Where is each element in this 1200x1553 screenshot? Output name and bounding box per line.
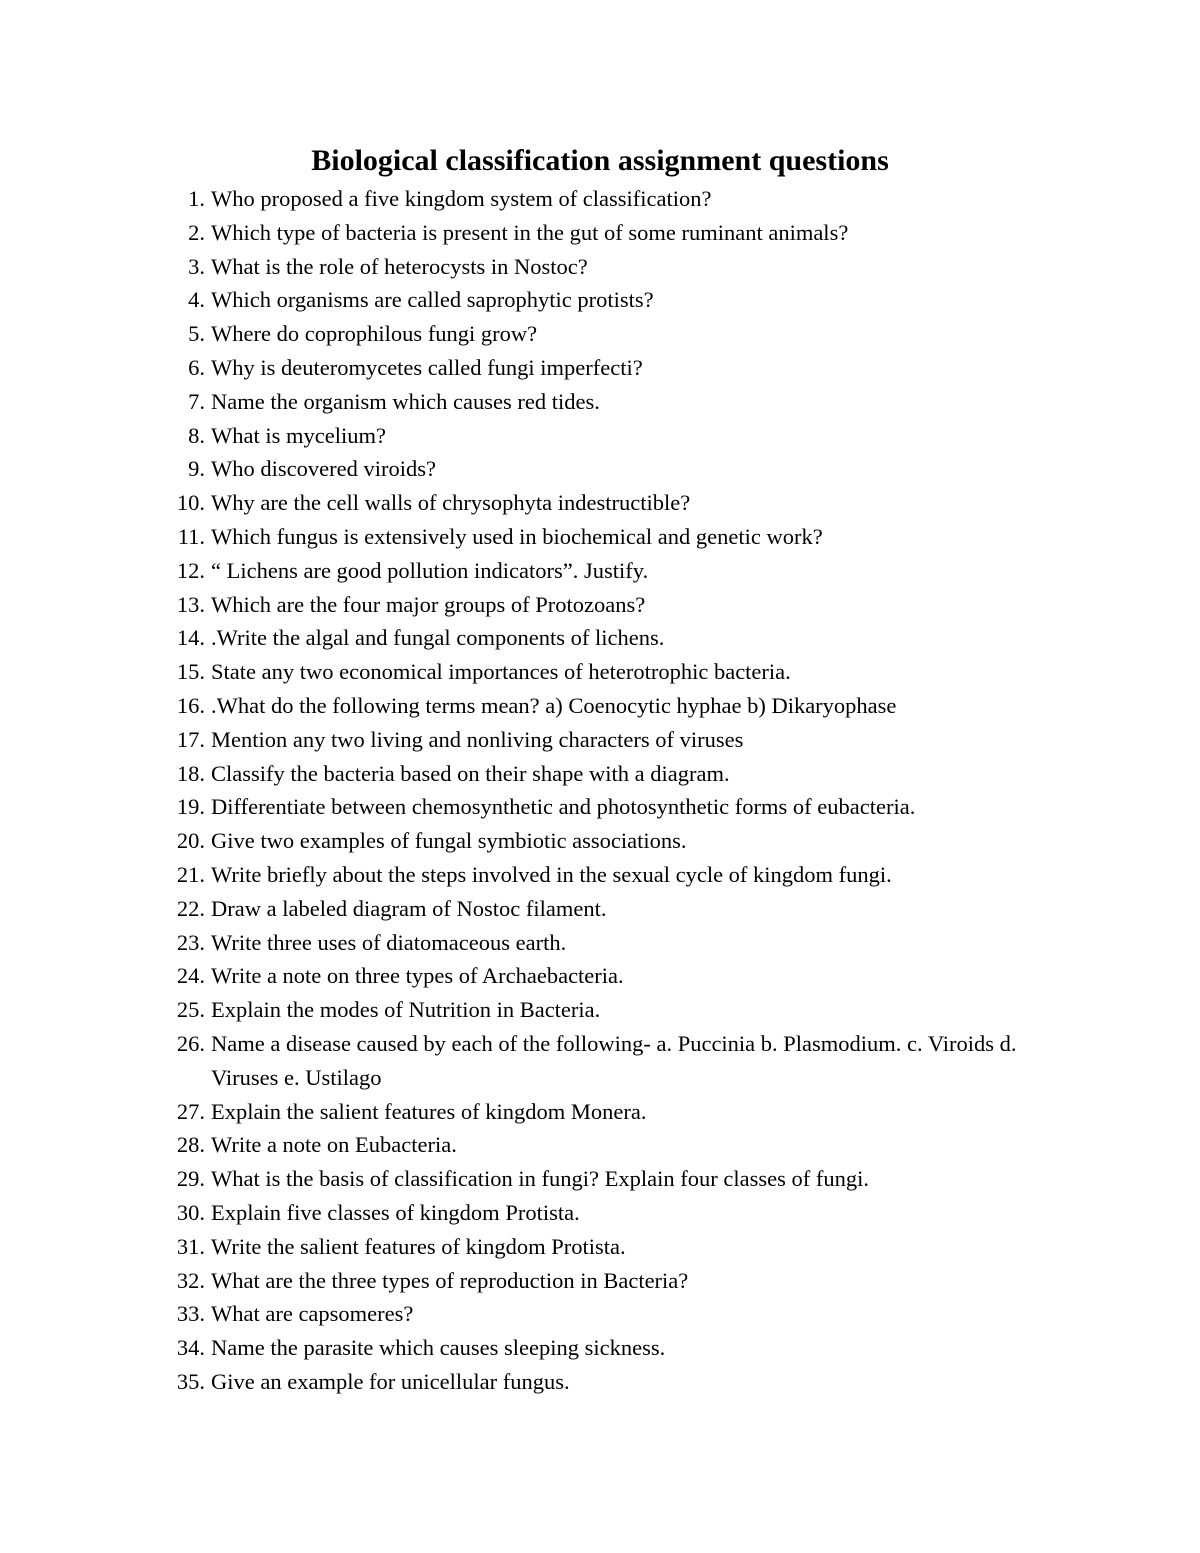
question-item [0, 1230, 1200, 1264]
question-text: What is mycelium? [211, 422, 386, 448]
question-text: Explain the salient features of kingdom Monera. [211, 1098, 647, 1124]
question-item [0, 554, 1200, 588]
question-item [0, 1297, 1200, 1331]
question-number: 7. [188, 388, 205, 414]
question-item [0, 588, 1200, 622]
question-text: Which fungus is extensively used in biochemical and genetic work? [211, 523, 823, 549]
question-text: “ Lichens are good pollution indicators”. Justify. [211, 557, 649, 583]
question-number: 23. [176, 929, 205, 955]
question-number: 18. [176, 760, 205, 786]
question-number: 20. [176, 828, 205, 854]
question-text: Write a note on Eubacteria. [211, 1132, 457, 1158]
question-item [0, 385, 1200, 419]
question-number: 15. [176, 659, 205, 685]
question-text: Explain five classes of kingdom Protista. [211, 1199, 580, 1225]
question-item [0, 621, 1200, 655]
question-item [0, 452, 1200, 486]
question-item [0, 351, 1200, 385]
question-item [0, 757, 1200, 791]
question-text: Give two examples of fungal symbiotic associations. [211, 828, 687, 854]
question-item [0, 926, 1200, 960]
question-number: 32. [176, 1267, 205, 1293]
question-item [0, 1162, 1200, 1196]
question-text: What are the three types of reproduction in Bacteria? [211, 1267, 689, 1293]
question-number: 34. [176, 1335, 205, 1361]
question-text: Give an example for unicellular fungus. [211, 1368, 570, 1394]
question-number: 21. [176, 861, 205, 887]
question-text: Why are the cell walls of chrysophyta indestructible? [211, 490, 691, 516]
question-item [0, 317, 1200, 351]
question-text: What are capsomeres? [211, 1301, 414, 1327]
question-number: 11. [177, 523, 205, 549]
question-number: 3. [188, 253, 205, 279]
question-item [0, 892, 1200, 926]
question-item [0, 1196, 1200, 1230]
document-title: Biological classification assignment questions [311, 144, 889, 177]
question-text: Where do coprophilous fungi grow? [211, 321, 538, 347]
question-number: 12. [176, 557, 205, 583]
question-number: 4. [188, 287, 205, 313]
question-text: .Write the algal and fungal components of lichens. [211, 625, 665, 651]
question-text: .What do the following terms mean? a) Coenocytic hyphae b) Dikaryophase [211, 692, 897, 718]
question-number: 17. [176, 726, 205, 752]
question-text: Differentiate between chemosynthetic and photosynthetic forms of eubacteria. [211, 794, 916, 820]
question-text: Explain the modes of Nutrition in Bacteria. [211, 997, 601, 1023]
question-text: Which organisms are called saprophytic protists? [211, 287, 654, 313]
question-item [0, 824, 1200, 858]
question-text: Write briefly about the steps involved in the sexual cycle of kingdom fungi. [211, 861, 892, 887]
question-number: 13. [176, 591, 205, 617]
question-text: Who discovered viroids? [211, 456, 436, 482]
question-text: Who proposed a five kingdom system of classification? [211, 186, 712, 211]
question-number: 19. [176, 794, 205, 820]
question-number: 26. [176, 1030, 205, 1056]
question-item [0, 993, 1200, 1027]
question-text: Write a note on three types of Archaebacteria. [211, 963, 624, 989]
question-text: Name the organism which causes red tides. [211, 388, 600, 414]
question-number: 6. [188, 354, 205, 380]
question-text: What is the role of heterocysts in Nostoc? [211, 253, 588, 279]
question-text: Name the parasite which causes sleeping sickness. [211, 1335, 666, 1361]
question-number: 30. [176, 1199, 205, 1225]
question-number: 14. [176, 625, 205, 651]
question-number: 24. [176, 963, 205, 989]
question-text: Write the salient features of kingdom Protista. [211, 1233, 626, 1259]
question-item [0, 790, 1200, 824]
question-number: 2. [188, 219, 205, 245]
question-item [0, 520, 1200, 554]
question-item [0, 1128, 1200, 1162]
question-item [0, 1264, 1200, 1298]
question-item [0, 1331, 1200, 1365]
question-item [0, 959, 1200, 993]
question-item [0, 689, 1200, 723]
question-number: 33. [176, 1301, 205, 1327]
question-number: 8. [188, 422, 205, 448]
question-item [0, 250, 1200, 284]
question-item [0, 419, 1200, 453]
question-item [0, 1027, 1200, 1095]
question-item [0, 655, 1200, 689]
question-text: Mention any two living and nonliving characters of viruses [211, 726, 744, 752]
question-text: Draw a labeled diagram of Nostoc filament. [211, 895, 607, 921]
question-number: 28. [176, 1132, 205, 1158]
question-number: 10. [176, 490, 205, 516]
question-text: Which are the four major groups of Protozoans? [211, 591, 646, 617]
question-item [0, 182, 1200, 216]
question-number: 31. [176, 1233, 205, 1259]
question-number: 25. [176, 997, 205, 1023]
question-item [0, 1095, 1200, 1129]
question-item [0, 216, 1200, 250]
question-item [0, 486, 1200, 520]
question-text: Why is deuteromycetes called fungi imperfecti? [211, 354, 643, 380]
question-number: 22. [176, 895, 205, 921]
question-number: 29. [176, 1166, 205, 1192]
question-number: 9. [188, 456, 205, 482]
question-text: Which type of bacteria is present in the gut of some ruminant animals? [211, 219, 849, 245]
question-number: 16. [176, 692, 205, 718]
question-item [0, 858, 1200, 892]
question-item [0, 283, 1200, 317]
question-text: Name a disease caused by each of the following- a. Puccinia b. Plasmodium. c. Viroids d. Viruses e. Ustilago [211, 1030, 1017, 1090]
question-item [0, 723, 1200, 757]
question-text: What is the basis of classification in fungi? Explain four classes of fungi. [211, 1166, 869, 1192]
question-number: 1. [188, 186, 205, 211]
question-list [0, 182, 1200, 1399]
question-number: 5. [188, 321, 205, 347]
question-text: Write three uses of diatomaceous earth. [211, 929, 567, 955]
question-text: State any two economical importances of heterotrophic bacteria. [211, 659, 791, 685]
question-item [0, 1365, 1200, 1399]
question-number: 27. [176, 1098, 205, 1124]
question-number: 35. [176, 1368, 205, 1394]
question-text: Classify the bacteria based on their shape with a diagram. [211, 760, 730, 786]
